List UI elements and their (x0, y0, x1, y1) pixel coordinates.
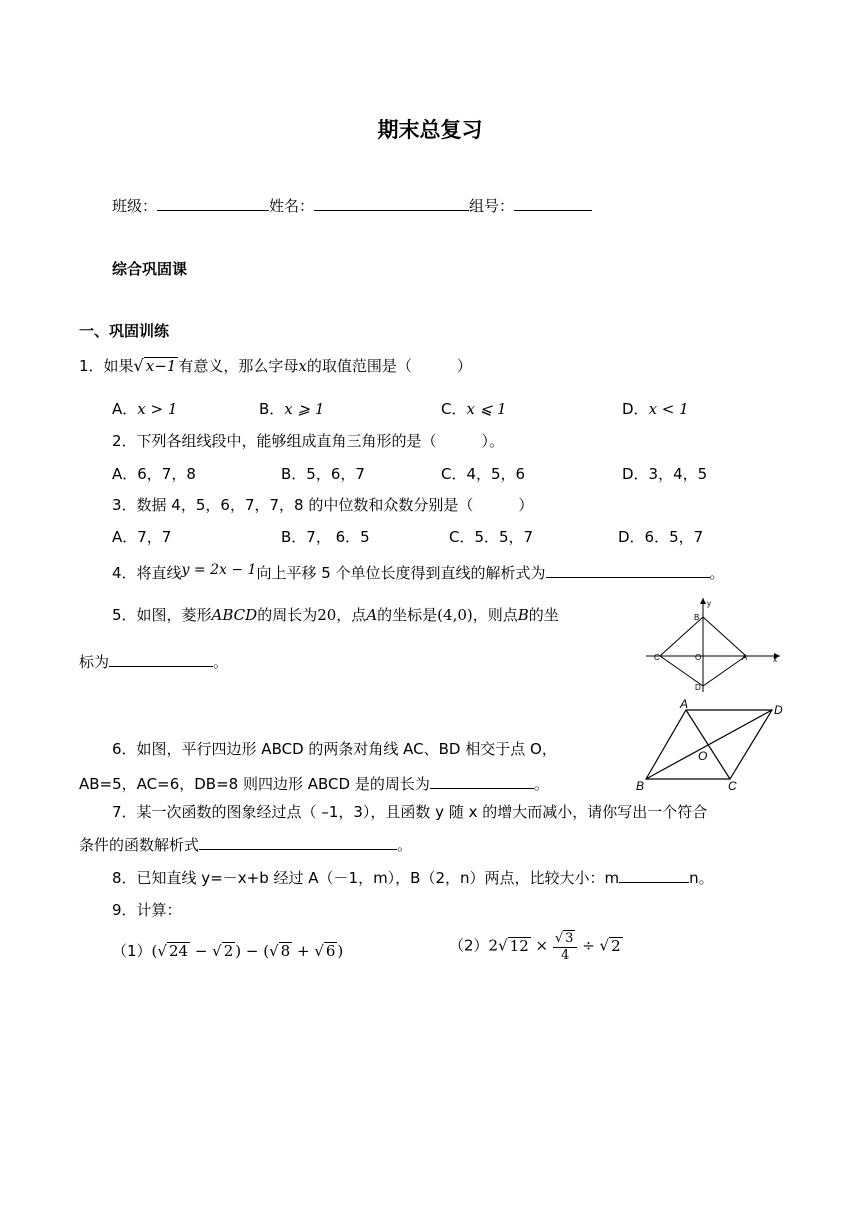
class-blank (157, 194, 269, 211)
center-o-label: O (698, 749, 708, 763)
option-label: C． (441, 400, 467, 418)
fraction-denominator: 4 (561, 948, 570, 963)
question-4 (112, 561, 725, 583)
question-5 (112, 604, 559, 625)
q1-radicand: x−1 (145, 357, 177, 375)
q2-option-d[interactable]: D．3，4，5 (622, 465, 708, 483)
q9-coef: 2 (488, 936, 499, 955)
q5-abcd: ABCD (211, 606, 258, 624)
q5-blank[interactable] (109, 650, 213, 667)
question-6: 6．如图，平行四边形 ABCD 的两条对角线 AC、BD 相交于点 O， (112, 740, 557, 758)
class-label: 班级： (112, 197, 158, 215)
group-blank (514, 194, 592, 211)
q5-text: 的坐标是 (377, 606, 438, 624)
q4-prefix: 4．将直线 (112, 564, 182, 582)
sqrt-sign: √ (157, 942, 167, 960)
q3-option-d[interactable]: D．6．5，7 (618, 528, 704, 546)
q9-radicand-8: 8 (280, 942, 291, 960)
q1-option-b[interactable] (259, 398, 324, 419)
q8-blank[interactable] (619, 866, 689, 883)
q5-text: 的坐 (528, 606, 559, 624)
q1-option-c[interactable] (441, 398, 507, 419)
q9-radicand-3: 3 (565, 931, 574, 946)
q9-radicand-12: 12 (509, 936, 529, 955)
sqrt-sign: √ (133, 356, 144, 375)
name-blank (314, 194, 469, 211)
q5-text: 5．如图，菱形 (112, 606, 212, 624)
q4-blank[interactable] (546, 561, 710, 578)
rhombus-figure (646, 594, 786, 694)
q7-end: 。 (397, 836, 413, 854)
question-1 (79, 355, 472, 376)
q3-option-c[interactable]: C．5．5，7 (449, 528, 534, 546)
q5-point-b: B (517, 606, 529, 624)
q7-text: 条件的函数解析式 (79, 836, 200, 854)
fraction-numerator: √ 3 (553, 930, 578, 948)
q1-text: 有意义，那么字母 (178, 357, 299, 375)
page-title: 期末总复习 (377, 118, 483, 142)
q3-option-b[interactable]: B．7， 6．5 (281, 528, 370, 546)
q1-option-d[interactable] (622, 398, 689, 419)
q9-part-1: （1）(√ 24 − √ 2 ) − (√ 8 + √ 6 ) (112, 942, 344, 960)
q5-perimeter: 20 (317, 606, 337, 624)
q2-option-c[interactable]: C．4，5，6 (441, 465, 526, 483)
q5-coord: (4,0) (437, 606, 473, 624)
q4-text: 向上平移 5 个单位长度得到直线的解析式为 (256, 564, 546, 582)
q7-blank[interactable] (199, 833, 397, 850)
q9-radicand-2: 2 (223, 942, 234, 960)
x-axis-label: x (773, 655, 777, 664)
sqrt-sign: √ (269, 942, 279, 960)
question-5-line2 (79, 650, 228, 672)
option-expr: x ⩽ 1 (466, 400, 507, 418)
q8-text: 8．已知直线 y=－x+b 经过 A（－1，m），B（2，n）两点，比较大小：m (112, 869, 620, 887)
student-info-line (112, 194, 592, 216)
parallelogram-figure (632, 696, 792, 796)
q3-option-a[interactable]: A．7，7 (112, 528, 172, 546)
q5-text: ，则点 (472, 606, 518, 624)
q9-part-2: （2）2√ 12 × $\frac{√ 3}{4}$ ÷ √ 2 (449, 931, 621, 963)
q1-option-a[interactable] (112, 398, 177, 419)
vertex-a-label: A (742, 653, 748, 662)
question-7: 7．某一次函数的图象经过点（ –1，3），且函数 y 随 x 的增大而减小，请你写出一个符合 (112, 803, 708, 821)
option-expr: x > 1 (137, 400, 178, 418)
question-3: 3．数据 4，5，6，7，7，8 的中位数和众数分别是（ ） (112, 496, 534, 514)
option-label: B． (259, 400, 285, 418)
q5-text: 的周长为 (257, 606, 318, 624)
y-axis-label: y (707, 599, 711, 608)
y-axis-arrow (700, 598, 706, 604)
vertex-d-label: D (695, 683, 701, 692)
q9-radicand-6: 6 (325, 942, 336, 960)
q9-radicand-2b: 2 (611, 936, 621, 955)
q2-option-a[interactable]: A．6，7，8 (112, 465, 196, 483)
option-label: A． (112, 400, 138, 418)
q9-part2-label: （2） (449, 936, 489, 955)
q1-prefix: 1．如果 (79, 357, 134, 375)
question-9: 9．计算： (112, 901, 182, 919)
sqrt-sign: √ (314, 942, 324, 960)
vertex-b-label: B (694, 613, 700, 622)
q4-expr: y = 2x − 1 (181, 562, 257, 578)
lesson-subtitle: 综合巩固课 (112, 260, 188, 278)
vertex-a-label: A (680, 697, 689, 711)
q1-tail: 的取值范围是（ ） (306, 357, 472, 375)
q2-option-b[interactable]: B．5，6，7 (281, 465, 365, 483)
q5-text: 标为 (79, 653, 110, 671)
sqrt-sign: √ (212, 942, 222, 960)
diagonal-bd (646, 710, 772, 779)
origin-label: O (695, 653, 702, 662)
question-2: 2．下列各组线段中，能够组成直角三角形的是（ ）。 (112, 432, 505, 450)
section-heading: 一、巩固训练 (79, 322, 170, 340)
group-label: 组号： (469, 197, 515, 215)
option-label: D． (622, 400, 649, 418)
question-8 (112, 866, 714, 888)
name-label: 姓名： (269, 197, 315, 215)
q4-end: 。 (709, 564, 725, 582)
sqrt-sign: √ (599, 936, 610, 955)
q9-part1-label: （1） (112, 942, 152, 960)
option-expr: x ⩾ 1 (284, 400, 325, 418)
question-7-line2 (79, 833, 412, 855)
q8-end: n。 (689, 869, 714, 887)
option-expr: x < 1 (648, 400, 689, 418)
q9-radicand-24: 24 (168, 942, 189, 960)
vertex-c-label: C (728, 779, 737, 793)
q5-point-a: A (366, 606, 378, 624)
question-6-line2 (79, 772, 549, 794)
q6-end: 。 (533, 775, 549, 793)
sqrt-sign: √ (498, 936, 508, 955)
q6-blank[interactable] (430, 772, 534, 789)
q6-text: AB=5，AC=6，DB=8 则四边形 ABCD 是的周长为 (79, 775, 430, 793)
vertex-b-label: B (636, 779, 645, 793)
q1-var: x (298, 357, 307, 375)
vertex-c-label: C (654, 653, 660, 662)
q5-end: 。 (213, 653, 229, 671)
vertex-d-label: D (774, 703, 783, 717)
q9-fraction (553, 930, 578, 963)
q5-text: ，点 (336, 606, 367, 624)
